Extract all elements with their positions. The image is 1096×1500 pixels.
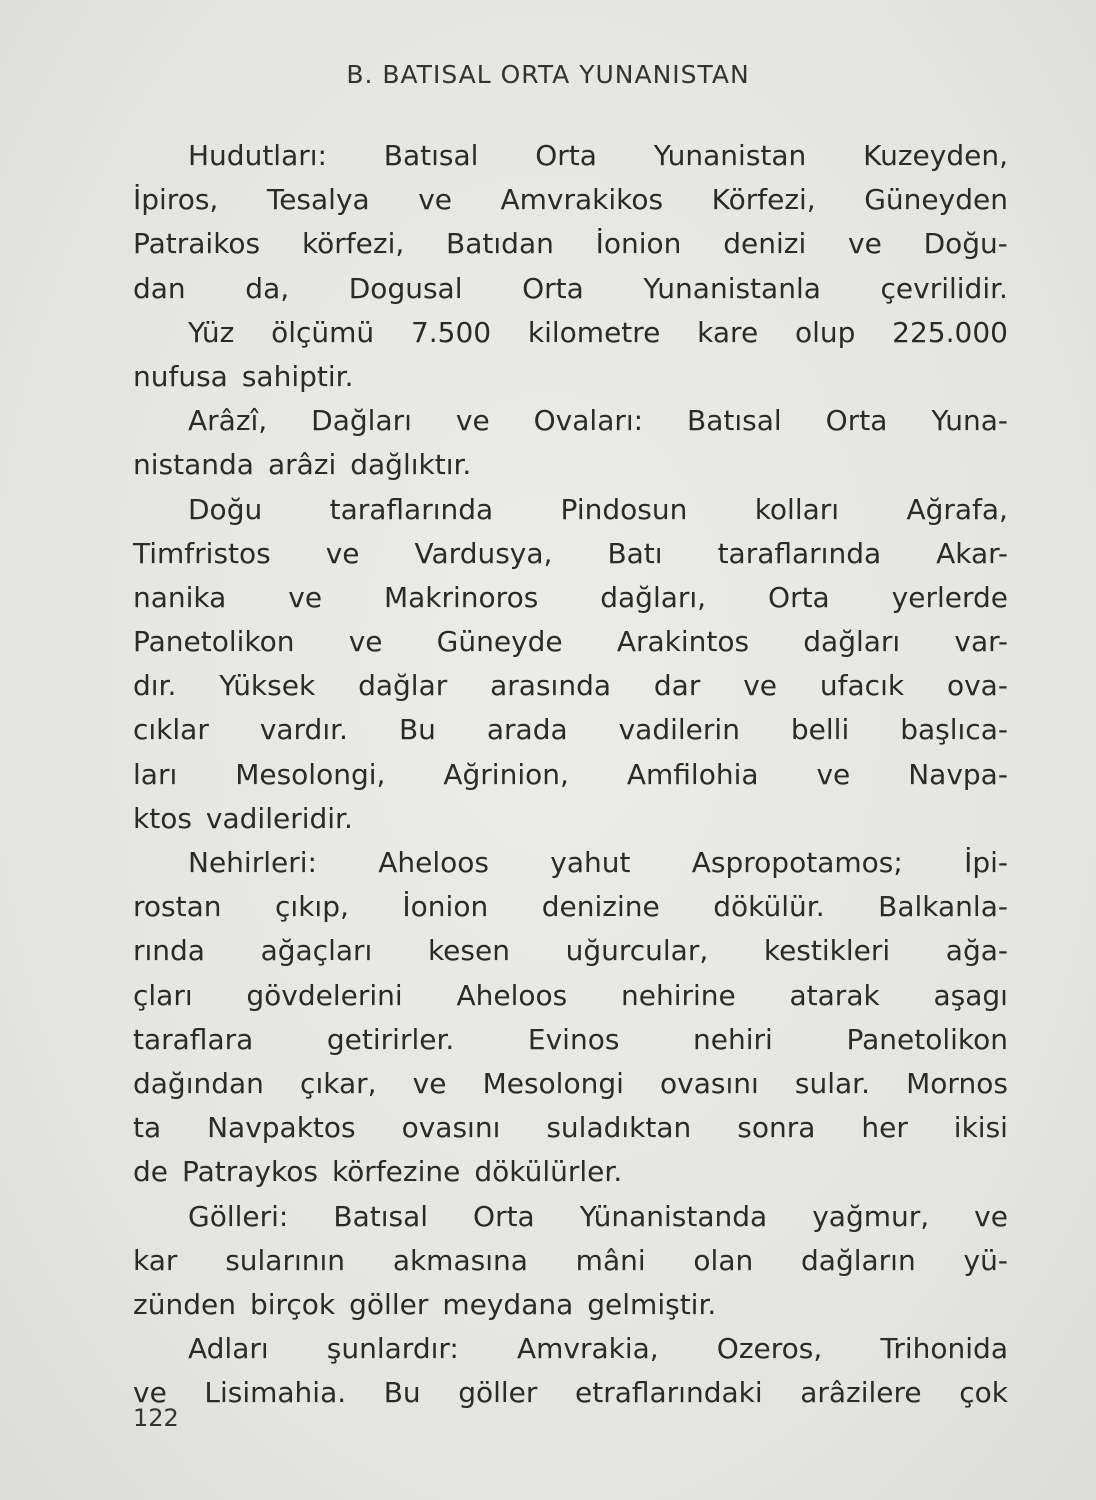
text-line: rostan çıkıp, İonion denizine dökülür. Balkanla- [133,890,1008,924]
text-line: Panetolikon ve Güneyde Arakintos dağları var- [133,625,1008,659]
text-line: dan da, Dogusal Orta Yunanistanla çevrilidir. [133,271,1008,305]
text-line: cıklar vardır. Bu arada vadilerin belli başlıca- [133,713,1008,747]
text-line: ları Mesolongi, Ağrinion, Amfilohia ve Navpa- [133,757,1008,791]
running-header: B. BATISAL ORTA YUNANISTAN [346,60,750,89]
text-line: dır. Yüksek dağlar arasında dar ve ufacık ova- [133,669,1008,703]
text-line: dağından çıkar, ve Mesolongi ovasını sular. Mornos [133,1066,1008,1100]
text-line: nistanda arâzi dağlıktır. [133,448,472,482]
text-line: nanika ve Makrinoros dağları, Orta yerlerde [133,580,1008,614]
body-text [133,134,1008,1415]
text-line: rında ağaçları kesen uğurcular, kestikleri ağa- [133,934,1008,968]
text-line: Doğu taraflarında Pindosun kolları Ağrafa, [188,492,1008,526]
page-number: 122 [133,1404,179,1432]
text-line: Arâzî, Dağları ve Ovaları: Batısal Orta Yuna- [188,404,1008,438]
text-line: Patraikos körfezi, Batıdan İonion denizi ve Doğu- [133,227,1008,261]
text-line: Adları şunlardır: Amvrakia, Ozeros, Trihonida [188,1332,1008,1366]
text-line: Yüz ölçümü 7.500 kilometre kare olup 225.000 [188,315,1008,349]
text-line: Nehirleri: Aheloos yahut Aspropotamos; İpi- [188,846,1008,879]
text-line: ktos vadileridir. [133,801,353,835]
text-line: taraflara getirirler. Evinos nehiri Panetolikon [133,1022,1008,1056]
text-line: nufusa sahiptir. [133,359,354,393]
text-line: Gölleri: Batısal Orta Yünanistanda yağmur, ve [188,1199,1008,1233]
text-line: ta Navpaktos ovasını suladıktan sonra her ikisi [133,1111,1008,1145]
text-line: de Patraykos körfezine dökülürler. [133,1155,623,1189]
text-line: İpiros, Tesalya ve Amvrakikos Körfezi, Güneyden [133,183,1008,217]
text-line: ve Lisimahia. Bu göller etraflarındaki arâzilere çok [133,1376,1008,1410]
text-line: zünden birçok göller meydana gelmiştir. [133,1287,717,1321]
text-line: Hudutları: Batısal Orta Yunanistan Kuzeyden, [188,139,1008,172]
text-line: kar sularının akmasına mâni olan dağların yü- [133,1243,1008,1277]
text-line: çları gövdelerini Aheloos nehirine atarak aşagı [133,978,1008,1012]
text-line: Timfristos ve Vardusya, Batı taraflarında Akar- [133,536,1008,570]
